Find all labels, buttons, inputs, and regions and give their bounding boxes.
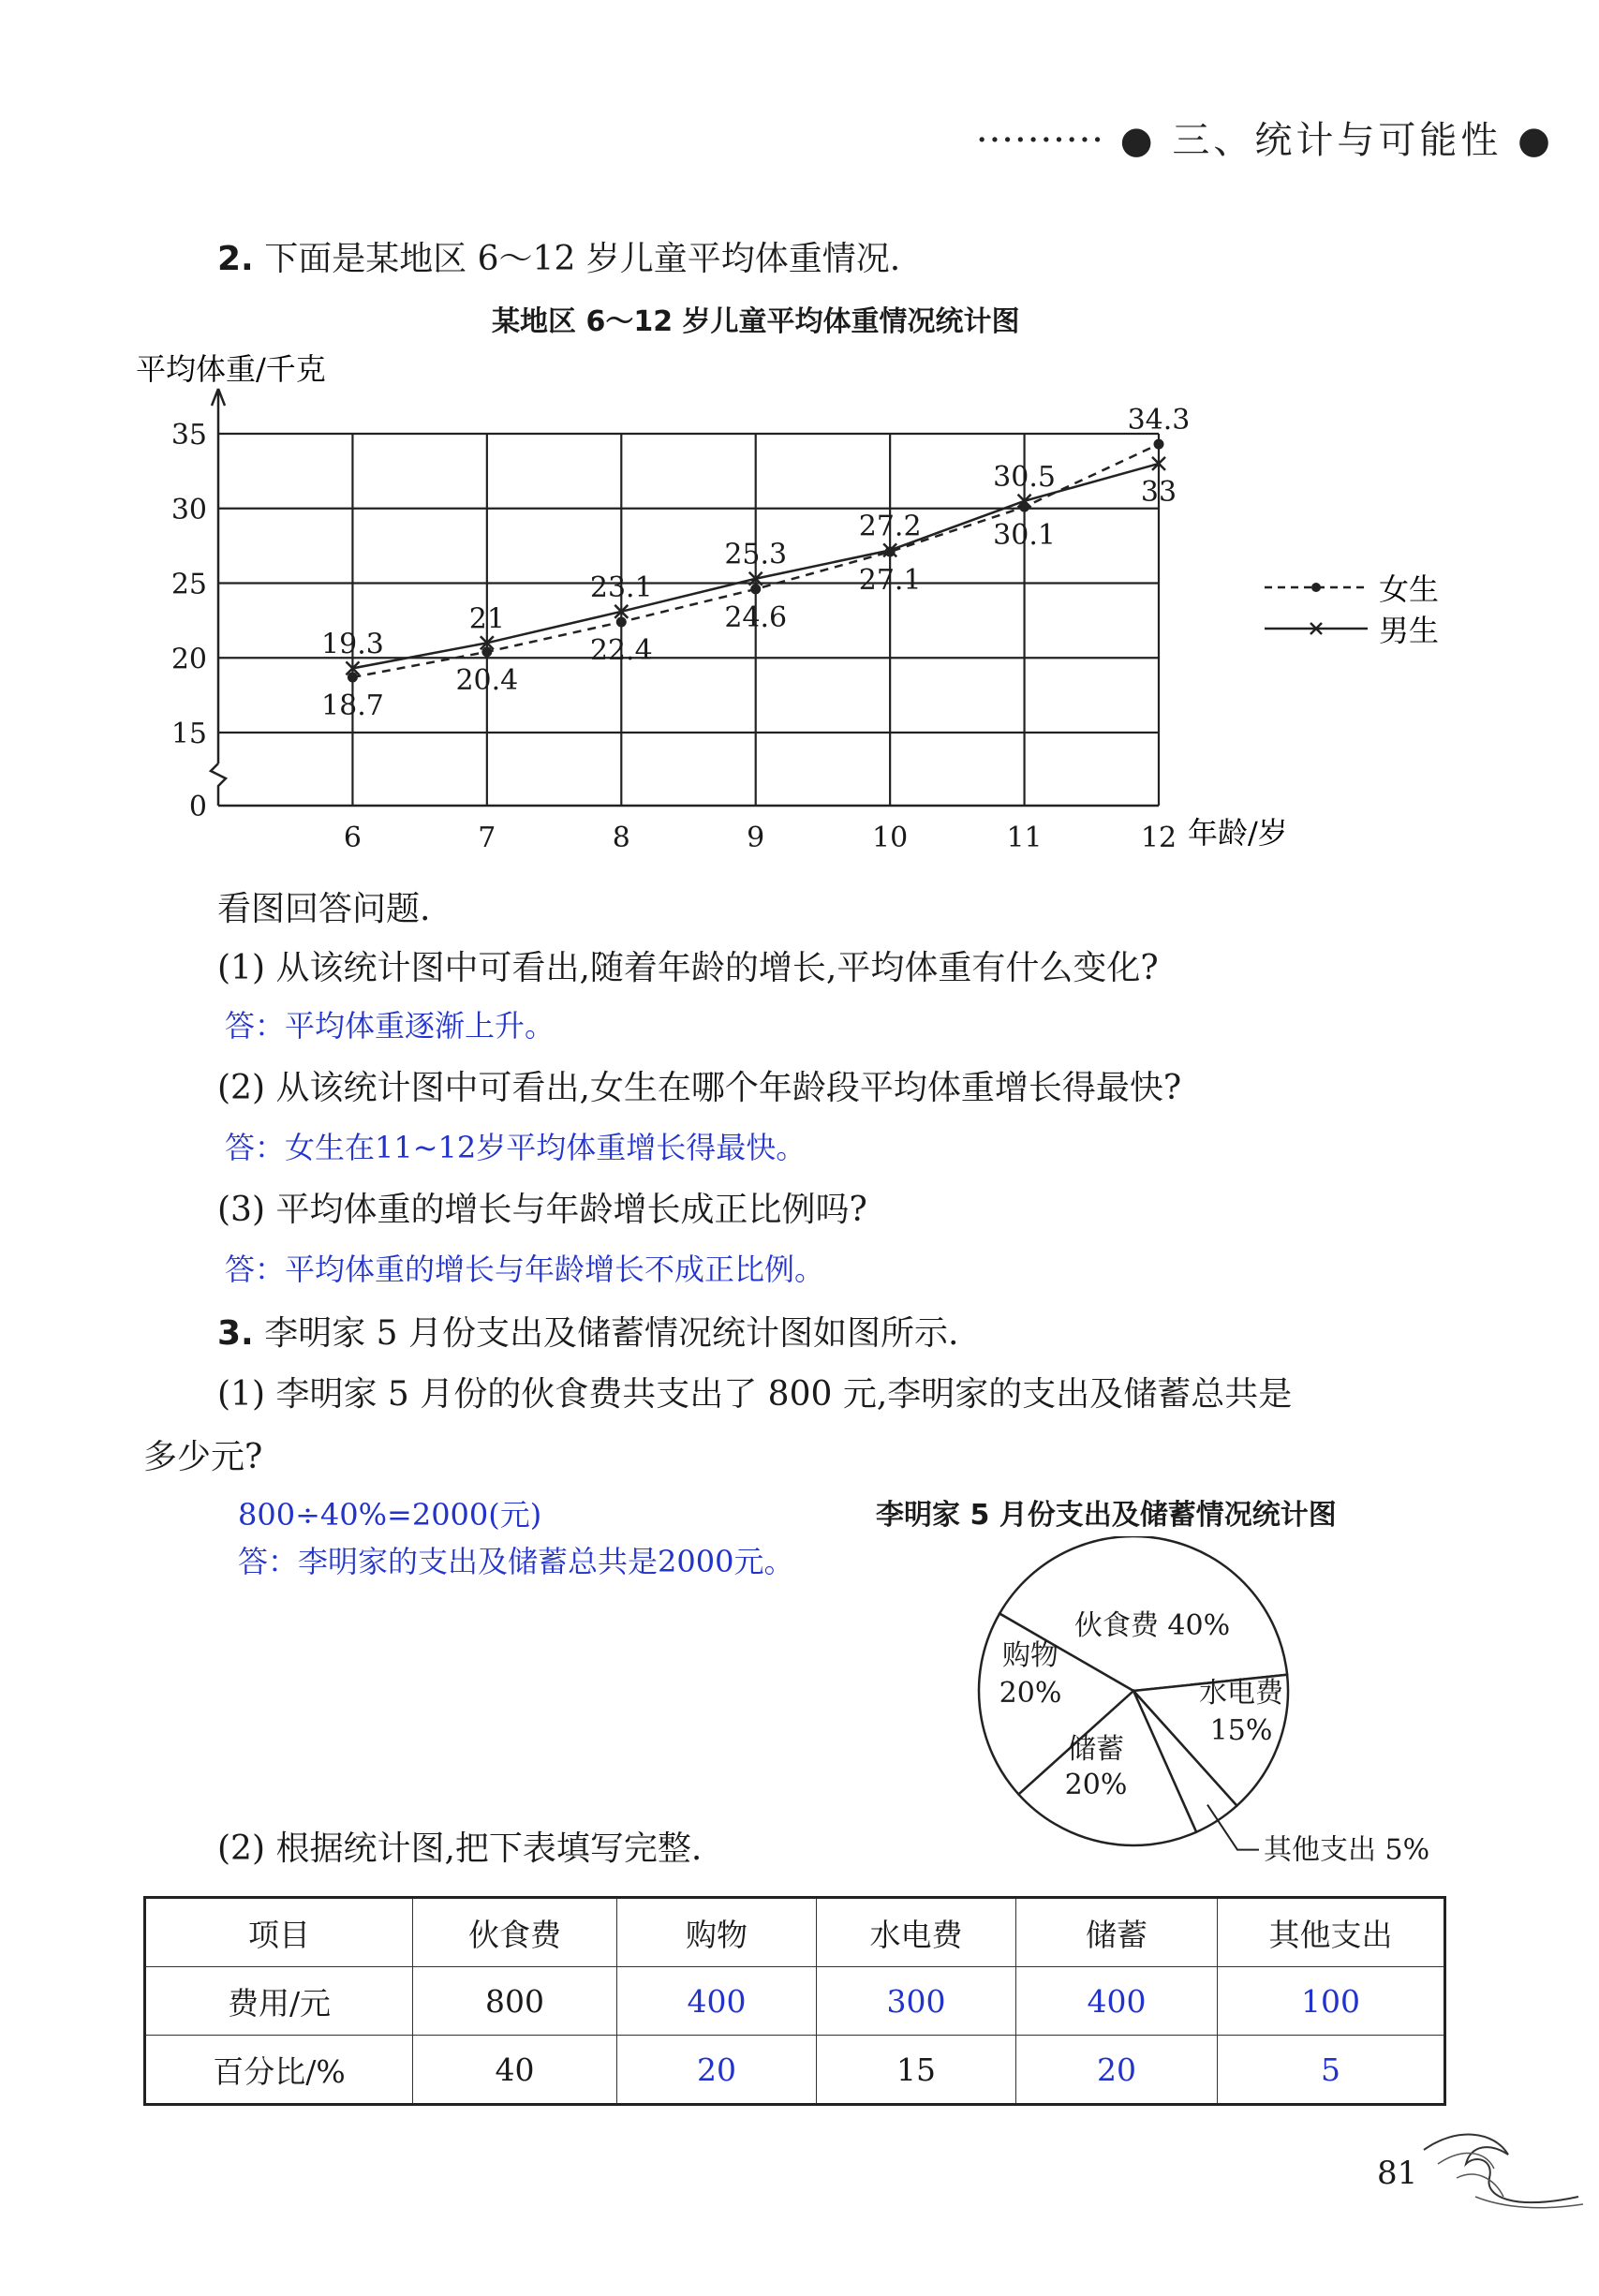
table-header-cell: 伙食费 <box>413 1898 617 1967</box>
data-label-boys: 21 <box>468 602 505 636</box>
y-tick-label: 25 <box>170 568 207 601</box>
q3-answer1: 答：李明家的支出及储蓄总共是2000元。 <box>238 1544 794 1579</box>
data-label-girls: 24.6 <box>724 600 788 634</box>
q2-answer1: 答：平均体重逐渐上升。 <box>225 1008 555 1044</box>
y-axis-arrow-icon <box>212 389 225 434</box>
pie-label: 20% <box>999 1677 1062 1710</box>
data-label-boys: 25.3 <box>724 538 788 571</box>
data-label-girls: 20.4 <box>455 663 519 697</box>
table-cell: 百分比/% <box>145 2036 413 2105</box>
x-tick-label: 11 <box>1006 822 1043 854</box>
header-title: 三、统计与可能性 <box>1172 119 1503 162</box>
y-tick-label: 30 <box>170 493 207 526</box>
data-label-girls: 22.4 <box>589 633 653 667</box>
data-point-girls <box>616 616 627 627</box>
data-label-boys: 27.2 <box>858 510 922 543</box>
legend-girls-label: 女生 <box>1379 571 1440 607</box>
table-cell-answer: 20 <box>1016 2036 1218 2105</box>
q2-sub3: (3) 平均体重的增长与年龄增长成正比例吗? <box>217 1191 867 1229</box>
data-label-boys: 33 <box>1140 475 1177 509</box>
line-chart <box>0 0 1599 899</box>
question-number: 3. <box>217 1314 254 1353</box>
table-header-cell: 储蓄 <box>1016 1898 1218 1967</box>
x-tick-label: 8 <box>612 822 630 854</box>
data-label-girls: 34.3 <box>1127 404 1191 437</box>
header-bullet-icon: ● <box>1518 119 1554 162</box>
pie-label: 水电费 <box>1199 1677 1283 1710</box>
table-cell: 15 <box>817 2036 1016 2105</box>
table-header-row <box>145 1898 1445 1967</box>
y-tick-label: 35 <box>170 419 207 452</box>
data-label-boys: 30.5 <box>993 460 1056 494</box>
table-cell-answer: 100 <box>1218 1967 1445 2036</box>
data-label-girls: 18.7 <box>321 689 384 722</box>
data-point-girls <box>1154 439 1164 450</box>
table-header-cell: 购物 <box>617 1898 817 1967</box>
pie-label: 15% <box>1209 1714 1273 1747</box>
q2-answer3: 答：平均体重的增长与年龄增长不成正比例。 <box>225 1252 825 1287</box>
table-cell-answer: 400 <box>617 1967 817 2036</box>
legend-dot-icon <box>1311 583 1321 592</box>
pie-chart-title: 李明家 5 月份支出及储蓄情况统计图 <box>876 1499 1337 1532</box>
table-row <box>145 2036 1445 2105</box>
axis-break-icon <box>211 763 226 806</box>
q2-answer2: 答：女生在11~12岁平均体重增长得最快。 <box>225 1130 807 1165</box>
table-header-cell: 水电费 <box>817 1898 1016 1967</box>
chart-legend <box>1265 571 1439 648</box>
data-label-boys: 19.3 <box>321 628 384 661</box>
question-3 <box>217 1307 958 1355</box>
line-chart-title: 某地区 6～12 岁儿童平均体重情况统计图 <box>492 305 1020 338</box>
q2-sub1: (1) 从该统计图中可看出,随着年龄的增长,平均体重有什么变化? <box>217 949 1159 987</box>
x-tick-label: 6 <box>343 822 362 854</box>
question-text: 下面是某地区 6～12 岁儿童平均体重情况. <box>264 240 901 278</box>
table-header-cell: 其他支出 <box>1218 1898 1445 1967</box>
data-point-girls <box>348 672 358 682</box>
page-number: 81 <box>1377 2155 1418 2192</box>
header-bullet-icon: ● <box>1119 119 1157 162</box>
data-label-girls: 27.1 <box>858 564 922 598</box>
data-point-girls <box>750 584 761 594</box>
x-tick-label: 9 <box>747 822 765 854</box>
q3-sub1-line1: (1) 李明家 5 月份的伙食费共支出了 800 元,李明家的支出及储蓄总共是 <box>217 1375 1293 1414</box>
x-tick-label: 7 <box>478 822 496 854</box>
table-cell-answer: 300 <box>817 1967 1016 2036</box>
x-tick-label: 12 <box>1140 822 1177 854</box>
q3-sub1-line2: 多少元? <box>143 1438 263 1476</box>
y-tick-label: 15 <box>170 718 207 750</box>
header-dots: ·········· <box>975 119 1105 162</box>
pie-chart <box>937 1536 1461 1874</box>
wave-ornament-icon <box>1419 2122 1588 2225</box>
pie-label: 购物 <box>1002 1639 1059 1672</box>
x-tick-label: 10 <box>872 822 909 854</box>
pie-label: 其他支出 5% <box>1263 1833 1430 1867</box>
q3-answer-calc: 800÷40%=2000(元) <box>238 1497 542 1533</box>
pie-label: 伙食费 40% <box>1073 1609 1231 1642</box>
pie-label: 20% <box>1064 1769 1128 1801</box>
table-cell-answer: 400 <box>1016 1967 1218 2036</box>
y-tick-label: 0 <box>188 791 207 823</box>
data-label-boys: 23.1 <box>589 570 653 604</box>
table-cell-answer: 5 <box>1218 2036 1445 2105</box>
legend-boys-label: 男生 <box>1379 613 1440 648</box>
question-text: 李明家 5 月份支出及储蓄情况统计图如图所示. <box>264 1314 959 1353</box>
table-cell: 费用/元 <box>145 1967 413 2036</box>
data-label-girls: 30.1 <box>993 519 1056 553</box>
data-point-girls <box>481 646 492 657</box>
pie-label: 储蓄 <box>1068 1733 1124 1766</box>
y-tick-label: 20 <box>170 643 207 676</box>
expense-table <box>143 1896 1446 2106</box>
q2-sub2: (2) 从该统计图中可看出,女生在哪个年龄段平均体重增长得最快? <box>217 1069 1182 1107</box>
table-row <box>145 1967 1445 2036</box>
table-cell-answer: 20 <box>617 2036 817 2105</box>
q2-prompt: 看图回答问题. <box>217 890 431 928</box>
question-number: 2. <box>217 240 254 278</box>
x-axis-label: 年龄/岁 <box>1188 815 1288 851</box>
table-header-cell: 项目 <box>145 1898 413 1967</box>
q3-sub2: (2) 根据统计图,把下表填写完整. <box>217 1829 703 1868</box>
y-axis-label: 平均体重/千克 <box>136 351 326 387</box>
table-cell: 40 <box>413 2036 617 2105</box>
table-cell: 800 <box>413 1967 617 2036</box>
